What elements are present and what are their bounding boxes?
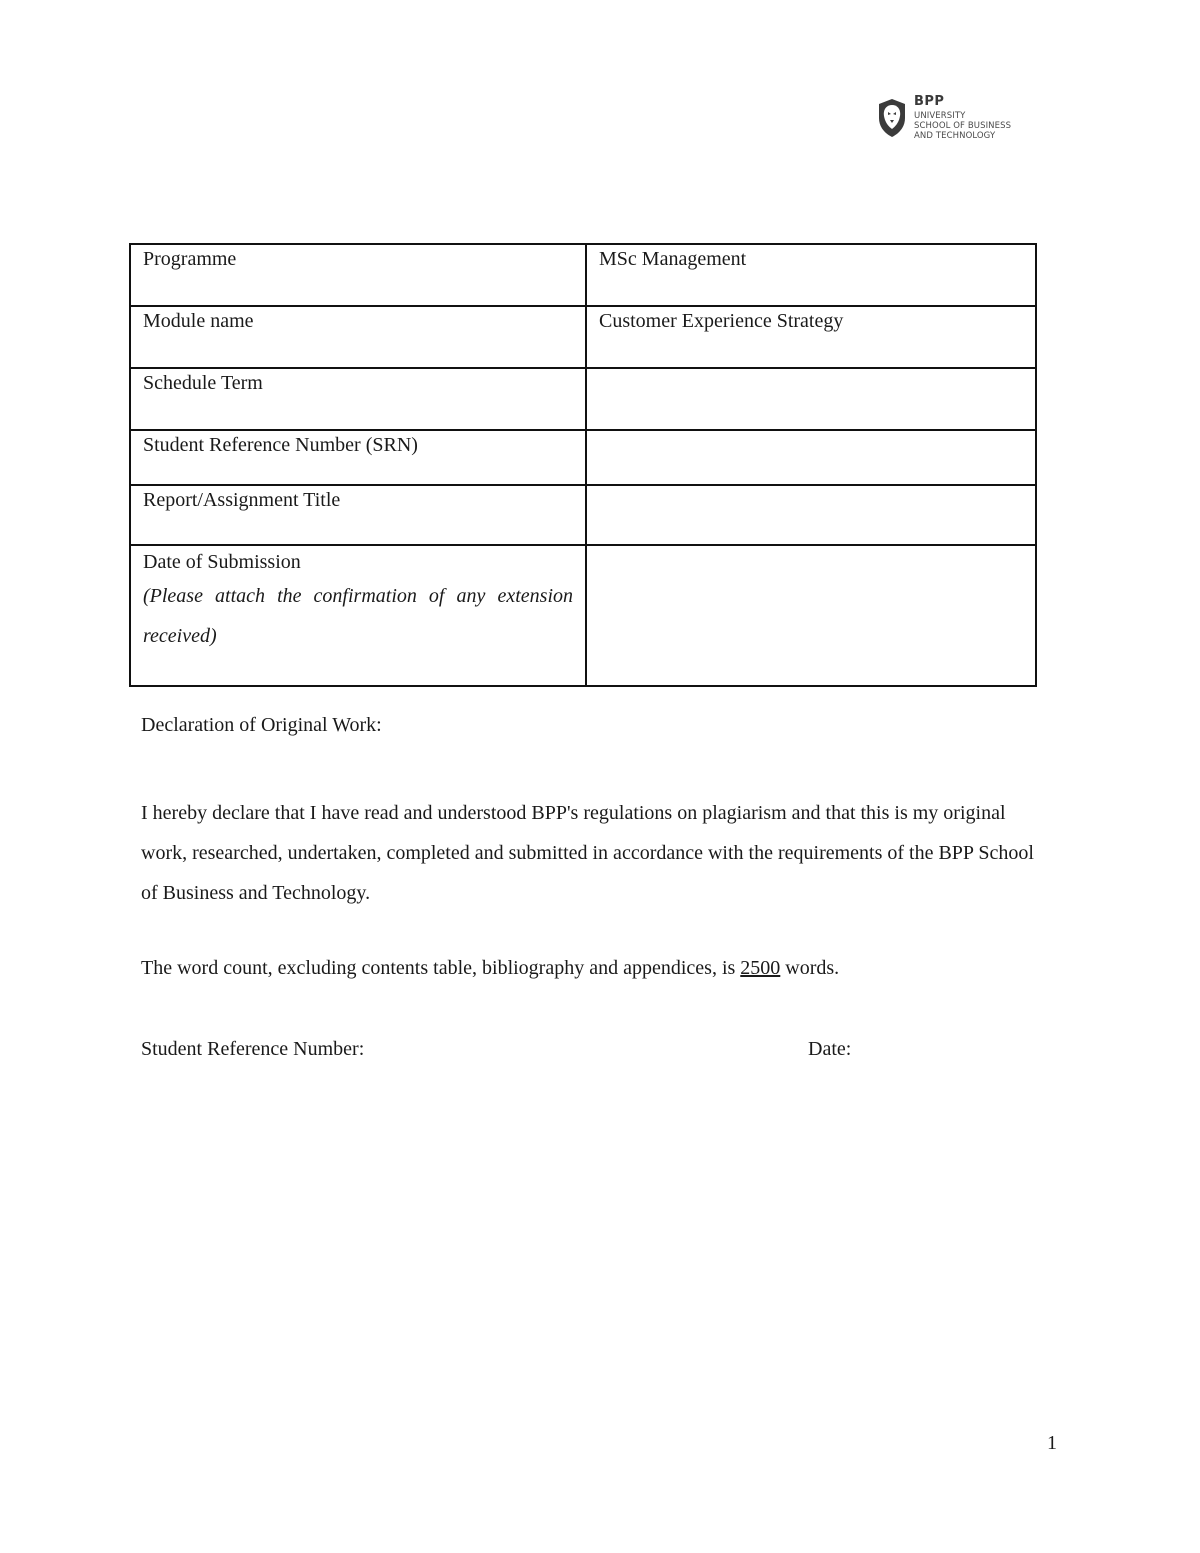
table-row	[130, 306, 1036, 368]
table-row	[130, 244, 1036, 306]
page-number: 1	[1047, 1432, 1057, 1454]
word-count-suffix: words.	[780, 957, 840, 979]
logo-line-3: AND TECHNOLOGY	[914, 131, 996, 141]
logo-line-1: UNIVERSITY	[914, 111, 966, 121]
bpp-logo	[877, 95, 1027, 145]
date-of-submission-label: Date of Submission	[143, 551, 301, 573]
table-row	[130, 430, 1036, 485]
declaration-title: Declaration of Original Work:	[141, 714, 382, 736]
word-count-statement	[141, 957, 839, 980]
declaration-body: I hereby declare that I have read and understood BPP's regulations on plagiarism and that this is my original work, researched, undertaken, completed and submitted in accordance with the requirements of the BPP School of Business and Technology.	[141, 802, 1034, 904]
schedule-term-value	[586, 368, 1036, 430]
word-count-value: 2500	[740, 957, 781, 979]
srn-row-label: Student Reference Number (SRN)	[130, 430, 586, 485]
module-name-label: Module name	[130, 306, 586, 368]
srn-signature-label: Student Reference Number:	[141, 1038, 365, 1060]
schedule-term-label: Schedule Term	[130, 368, 586, 430]
date-of-submission-cell	[130, 545, 586, 686]
logo-line-2: SCHOOL OF BUSINESS	[914, 121, 1012, 131]
logo-brand: BPP	[914, 94, 945, 109]
date-of-submission-value	[586, 545, 1036, 686]
table-row	[130, 485, 1036, 545]
word-count-prefix: The word count, excluding contents table, bibliography and appendices, is	[141, 957, 741, 979]
srn-row-value	[586, 430, 1036, 485]
assignment-title-value	[586, 485, 1036, 545]
table-row	[130, 545, 1036, 686]
assignment-title-label: Report/Assignment Title	[130, 485, 586, 545]
table-row	[130, 368, 1036, 430]
programme-label: Programme	[130, 244, 586, 306]
programme-value: MSc Management	[586, 244, 1036, 306]
submission-details-table	[129, 243, 1037, 687]
lion-crest-icon	[877, 98, 907, 138]
module-name-value: Customer Experience Strategy	[586, 306, 1036, 368]
date-signature-label: Date:	[808, 1038, 852, 1060]
extension-note: (Please attach the confirmation of any extension received)	[143, 585, 573, 647]
